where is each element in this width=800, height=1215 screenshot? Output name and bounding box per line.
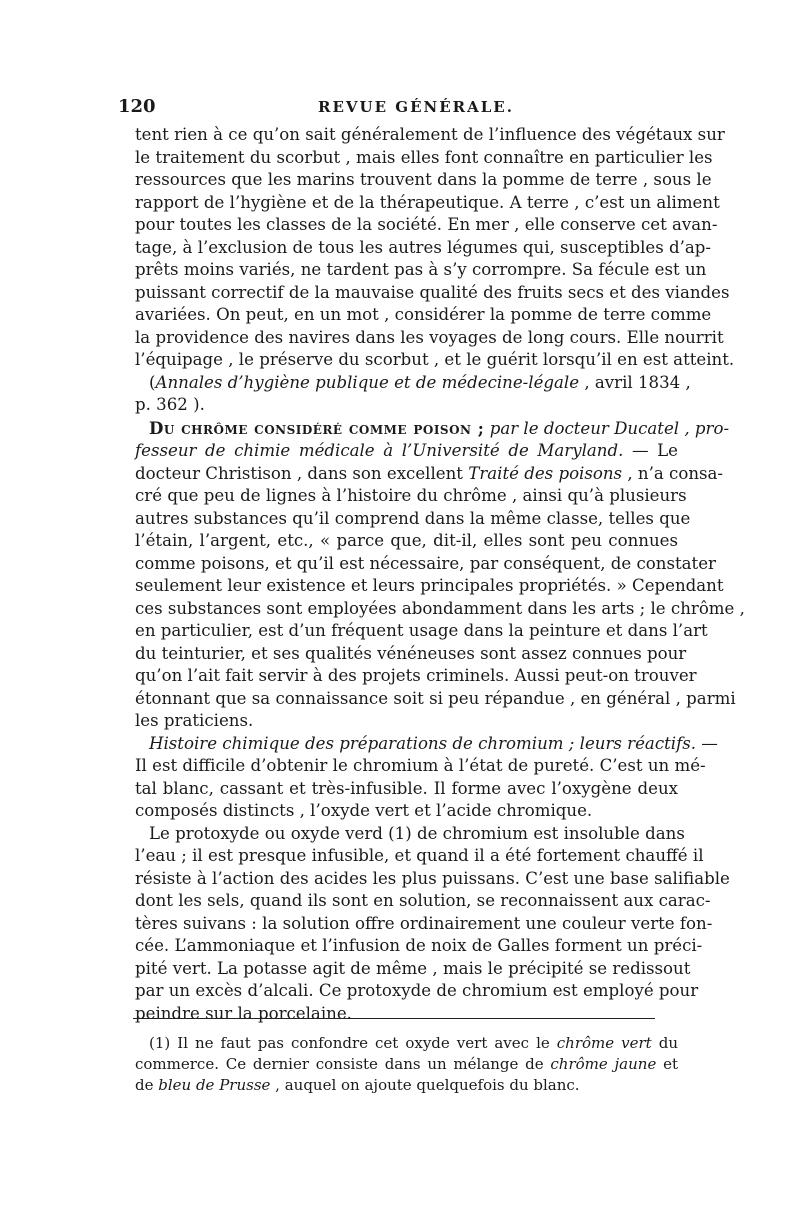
text-line: qu’on l’ait fait servir à des projets criminels. Aussi peut-on trouver xyxy=(135,666,697,685)
running-head: REVUE GÉNÉRALE. xyxy=(318,98,514,116)
text-line: cré que peu de lignes à l’histoire du chrôme , ainsi qu’à plusieurs xyxy=(135,486,687,505)
text-line: rapport de l’hygiène et de la thérapeutique. A terre , c’est un aliment xyxy=(135,192,720,212)
footnote-line xyxy=(135,1054,678,1075)
text-line: ces substances sont employées abondamment dans les arts ; le chrôme , xyxy=(135,598,745,618)
text-line: Il est difficile d’obtenir le chromium à l’état de pureté. C’est un mé- xyxy=(135,756,706,775)
citation-open: ( xyxy=(149,372,156,392)
text-line: du teinturier, et ses qualités vénéneuses sont assez connues pour xyxy=(135,643,687,663)
footnote-term: bleu de Prusse xyxy=(158,1076,271,1094)
text-line xyxy=(135,463,724,486)
text-line: composés distincts , l’oxyde vert et l’acide chromique. xyxy=(135,801,593,820)
page-number: 120 xyxy=(118,96,156,117)
text-fragment: , auquel on ajoute quelquefois du blanc. xyxy=(270,1076,580,1094)
text-fragment: docteur Christison , dans son excellent xyxy=(135,463,469,483)
text-line: l’étain, l’argent, etc., « parce que, dit-il, elles sont peu connues xyxy=(135,531,678,550)
section-protoxyde xyxy=(135,823,730,1026)
text-line: ressources que les marins trouvent dans la pomme de terre , sous le xyxy=(135,170,712,189)
citation-line xyxy=(135,372,691,395)
text-line: peindre sur la porcelaine. xyxy=(135,1003,352,1023)
book-title: Traité des poisons xyxy=(468,463,623,483)
article-author: par le docteur Ducatel , pro- xyxy=(484,418,730,438)
text-line: dont les sels, quand ils sont en solution, se reconnaissent aux carac- xyxy=(135,891,711,910)
text-line: tent rien à ce qu’on sait généralement de l’influence des végétaux sur xyxy=(135,125,725,144)
text-line: tères suivans : la solution offre ordinairement une couleur verte fon- xyxy=(135,913,713,933)
text-line: tage, à l’exclusion de tous les autres légumes qui, susceptibles d’ap- xyxy=(135,237,712,257)
section-heading: Histoire chimique des préparations de chromium ; leurs réactifs. xyxy=(149,733,697,753)
text-line: l’eau ; il est presque infusible, et quand il a été fortement chauffé il xyxy=(135,846,704,865)
body-text xyxy=(135,124,745,1025)
text-line: seulement leur existence et leurs principales propriétés. » Cependant xyxy=(135,576,724,595)
citation-journal: Annales d’hygiène publique et de médecine-légale xyxy=(155,372,580,392)
text-line: puissant correctif de la mauvaise qualité des fruits secs et des viandes xyxy=(135,282,730,302)
footnote-line xyxy=(135,1033,678,1054)
text-fragment: du xyxy=(651,1034,678,1052)
text-fragment: de xyxy=(135,1076,159,1094)
article-title: Du chrôme considéré comme poison ; xyxy=(149,417,485,438)
footnote-term: chrôme jaune xyxy=(550,1055,657,1073)
text-line: cée. L’ammoniaque et l’infusion de noix de Galles forment un préci- xyxy=(135,936,703,955)
article-title-line xyxy=(135,417,730,441)
page-header xyxy=(118,96,678,122)
text-fragment: — xyxy=(696,733,718,753)
text-line: comme poisons, et qu’il est nécessaire, par conséquent, de constater xyxy=(135,553,716,573)
footnote-divider xyxy=(133,1018,655,1019)
text-fragment: , n’a consa- xyxy=(622,463,724,483)
text-line: tal blanc, cassant et très-infusible. Il forme avec l’oxygène deux xyxy=(135,778,678,798)
text-line: avariées. On peut, en un mot , considérer la pomme de terre comme xyxy=(135,305,712,324)
text-line: pité vert. La potasse agit de même , mais le précipité se redissout xyxy=(135,958,691,978)
text-fragment: et xyxy=(656,1055,678,1073)
citation-date: , avril 1834 , xyxy=(579,372,691,392)
text-line: en particulier, est d’un fréquent usage dans la peinture et dans l’art xyxy=(135,621,708,640)
section-heading-line xyxy=(135,733,718,756)
text-line: l’équipage , le préserve du scorbut , et le guérit lorsqu’il en est atteint. xyxy=(135,350,735,369)
text-line: résiste à l’action des acides les plus puissans. C’est une base salifiable xyxy=(135,868,730,888)
text-line: les praticiens. xyxy=(135,711,254,730)
article-chrome xyxy=(135,417,745,733)
article-affiliation: fesseur de chimie médicale à l’Université de Maryland. xyxy=(135,441,624,460)
text-fragment: (1) Il ne faut pas confondre cet oxyde vert avec le xyxy=(149,1034,557,1052)
text-fragment: commerce. Ce dernier consiste dans un mélange de xyxy=(135,1055,551,1073)
text-line: la providence des navires dans les voyages de long cours. Elle nourrit xyxy=(135,327,724,347)
text-line: étonnant que sa connaissance soit si peu répandue , en général , parmi xyxy=(135,688,736,708)
section-histoire-chimique xyxy=(135,733,718,823)
text-line: autres substances qu’il comprend dans la même classe, telles que xyxy=(135,508,691,528)
footnote-term: chrôme vert xyxy=(556,1034,652,1052)
citation-page: p. 362 ). xyxy=(135,395,205,414)
footnote-line xyxy=(135,1075,678,1096)
footnote xyxy=(135,1033,678,1096)
text-line: prêts moins variés, ne tardent pas à s’y corrompre. Sa fécule est un xyxy=(135,260,707,279)
text-fragment: — Le xyxy=(623,441,678,460)
text-line: le traitement du scorbut , mais elles font connaître en particulier les xyxy=(135,147,713,167)
paragraph-pomme-de-terre xyxy=(135,124,735,417)
text-line: pour toutes les classes de la société. En mer , elle conserve cet avan- xyxy=(135,215,718,234)
article-affiliation-line xyxy=(135,440,678,463)
text-line: par un excès d’alcali. Ce protoxyde de chromium est employé pour xyxy=(135,981,699,1000)
text-line: Le protoxyde ou oxyde verd (1) de chromium est insoluble dans xyxy=(149,823,685,843)
